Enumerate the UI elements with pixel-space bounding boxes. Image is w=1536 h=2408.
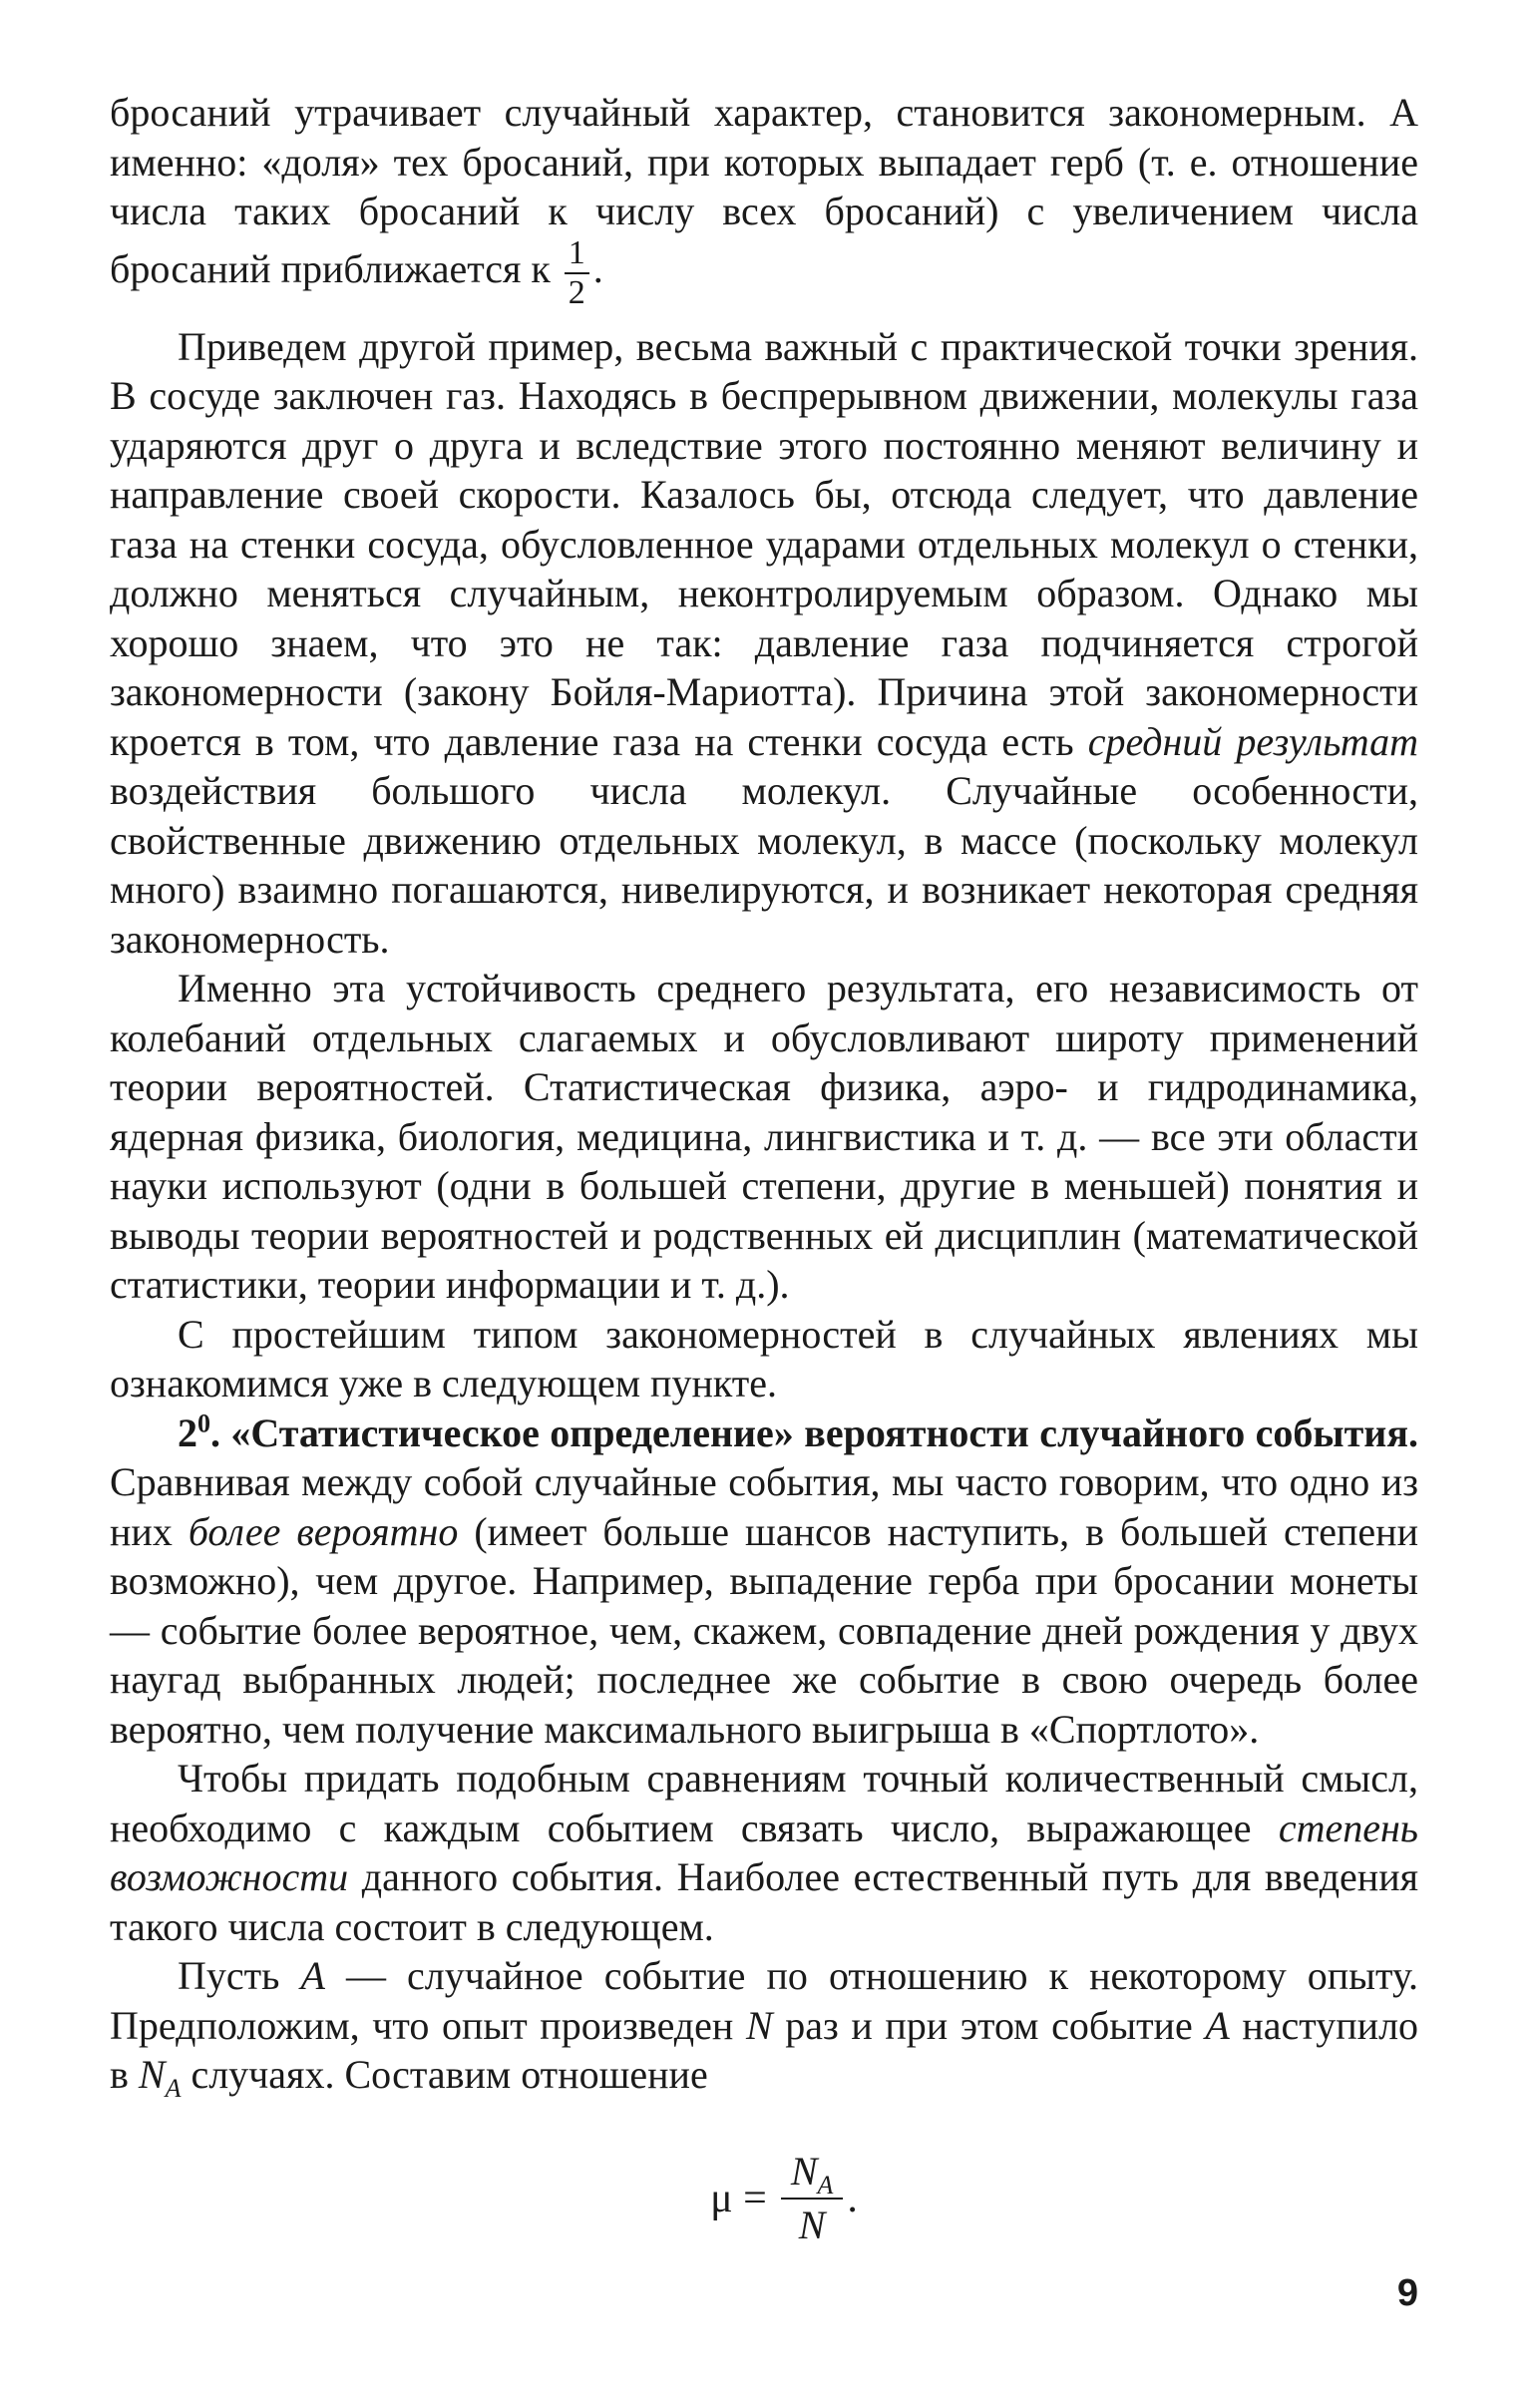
paragraph-7-text-b: — случайное событие по отношению к некоторому опыту. Предположим, что опыт произведен xyxy=(110,1953,1418,2048)
variable-n: N xyxy=(745,2002,773,2048)
paragraph-3: Именно эта устойчивость среднего результата, его независимость от колебаний отдельных слагаемых и обусловливают широту применений теории вероятностей. Статистическая физика, аэро- и гидродинамика, ядерная физика, биология, медицина, лингвистика и т. д. — все эти области науки используют (одни в большей степени, другие в меньшей) понятия и выводы теории вероятностей и родственных ей дисциплин (математической статистики, теории информации и т. д.). xyxy=(110,966,1418,1307)
paragraph-7-text-e: случаях. Составим отношение xyxy=(191,2052,708,2097)
paragraph-2-emphasis: средний результат xyxy=(1087,718,1419,764)
paragraph-1-end: . xyxy=(592,245,603,291)
variable-a: A xyxy=(300,1953,325,1998)
fraction-denominator: 2 xyxy=(568,273,585,311)
variable-n-a xyxy=(138,2052,182,2103)
variable-n-a-subscript: A xyxy=(165,2074,182,2103)
paragraph-1 xyxy=(110,88,1418,310)
paragraph-7-text-a: Пусть xyxy=(178,1953,280,1998)
section-number: 2 xyxy=(178,1409,197,1455)
variable-a-second: A xyxy=(1205,2002,1230,2048)
section-heading xyxy=(178,1410,1418,1455)
paragraph-5 xyxy=(110,1408,1418,1755)
paragraph-6-text-a: Чтобы придать подобным сравнениям точный количественный смысл, необходимо с каждым событием связать число, выражающее xyxy=(110,1756,1418,1850)
paragraph-2 xyxy=(110,322,1418,965)
formula-lhs: μ = xyxy=(710,2175,767,2221)
paragraph-7 xyxy=(110,1951,1419,2103)
formula-numerator-base: N xyxy=(790,2148,818,2194)
paragraph-7-text-d: наступило в xyxy=(110,2002,1419,2097)
formula-numerator-subscript: A xyxy=(817,2170,834,2200)
paragraph-5-text-b: (имеет больше шансов наступить, в большей степени возможно), чем другое. Например, выпадение герба при бросании монеты — событие более вероятное, чем, скажем, совпадение дней рождения у двух наугад выбранных людей; последнее же событие в свою очередь более вероятно, чем получение максимального выигрыша в «Спортлото». xyxy=(110,1508,1418,1752)
formula-denominator: N xyxy=(798,2202,826,2247)
section-title: . «Статистическое определение» вероятности случайного события. xyxy=(210,1409,1418,1455)
formula-end: . xyxy=(847,2175,858,2221)
paragraph-5-emphasis: более вероятно xyxy=(188,1508,459,1554)
formula-fraction xyxy=(781,2148,844,2247)
variable-n-a-base: N xyxy=(138,2052,166,2097)
paragraph-2-text-a: Приведем другой пример, весьма важный с практической точки зрения. В сосуде заключен газ. Находясь в беспрерывном движении, молекулы газа ударяются друг о друга и вследствие этого постоянно меняют величину и направление своей скорости. Казалось бы, отсюда следует, что давление газа на стенки сосуда, обусловленное ударами отдельных молекул о стенки, должно меняться случайным, неконтролируемым образом. Однако мы хорошо знаем, что это не так: давление газа подчиняется строгой закономерности (закону Бойля-Мариотта). Причина этой закономерности кроется в том, что давление газа на стенки сосуда есть xyxy=(110,323,1418,764)
paragraph-6-text-b: данного события. Наиболее естественный путь для введения такого числа состоит в следующем. xyxy=(110,1854,1419,1949)
formula-numerator xyxy=(781,2148,844,2200)
section-number-superscript: 0 xyxy=(197,1408,210,1438)
fraction-one-half xyxy=(565,233,589,311)
page-number: 9 xyxy=(1396,2272,1418,2314)
paragraph-1-text: бросаний утрачивает случайный характер, становится закономерным. А именно: «доля» тех бросаний, при которых выпадает герб (т. е. отношение числа таких бросаний к числу всех бросаний) с увеличением числа бросаний приближается к xyxy=(110,90,1418,291)
paragraph-2-text-b: воздействия большого числа молекул. Случайные особенности, свойственные движению отдельных молекул, в массе (поскольку молекул много) взаимно погашаются, нивелируются, и возникает некоторая средняя закономерность. xyxy=(110,768,1418,962)
paragraph-7-text-c: раз и при этом событие xyxy=(785,2002,1193,2048)
paragraph-6-emphasis: степень возможности xyxy=(110,1805,1419,1899)
fraction-numerator: 1 xyxy=(565,236,589,274)
paragraph-5-text-a: Сравнивая между собой случайные события, мы часто говорим, что одно из них xyxy=(110,1459,1418,1554)
paragraph-4: С простейшим типом закономерностей в случайных явлениях мы ознакомимся уже в следующем пункте. xyxy=(110,1311,1418,1405)
formula-mu xyxy=(110,2148,1418,2247)
paragraph-6 xyxy=(110,1754,1418,1951)
